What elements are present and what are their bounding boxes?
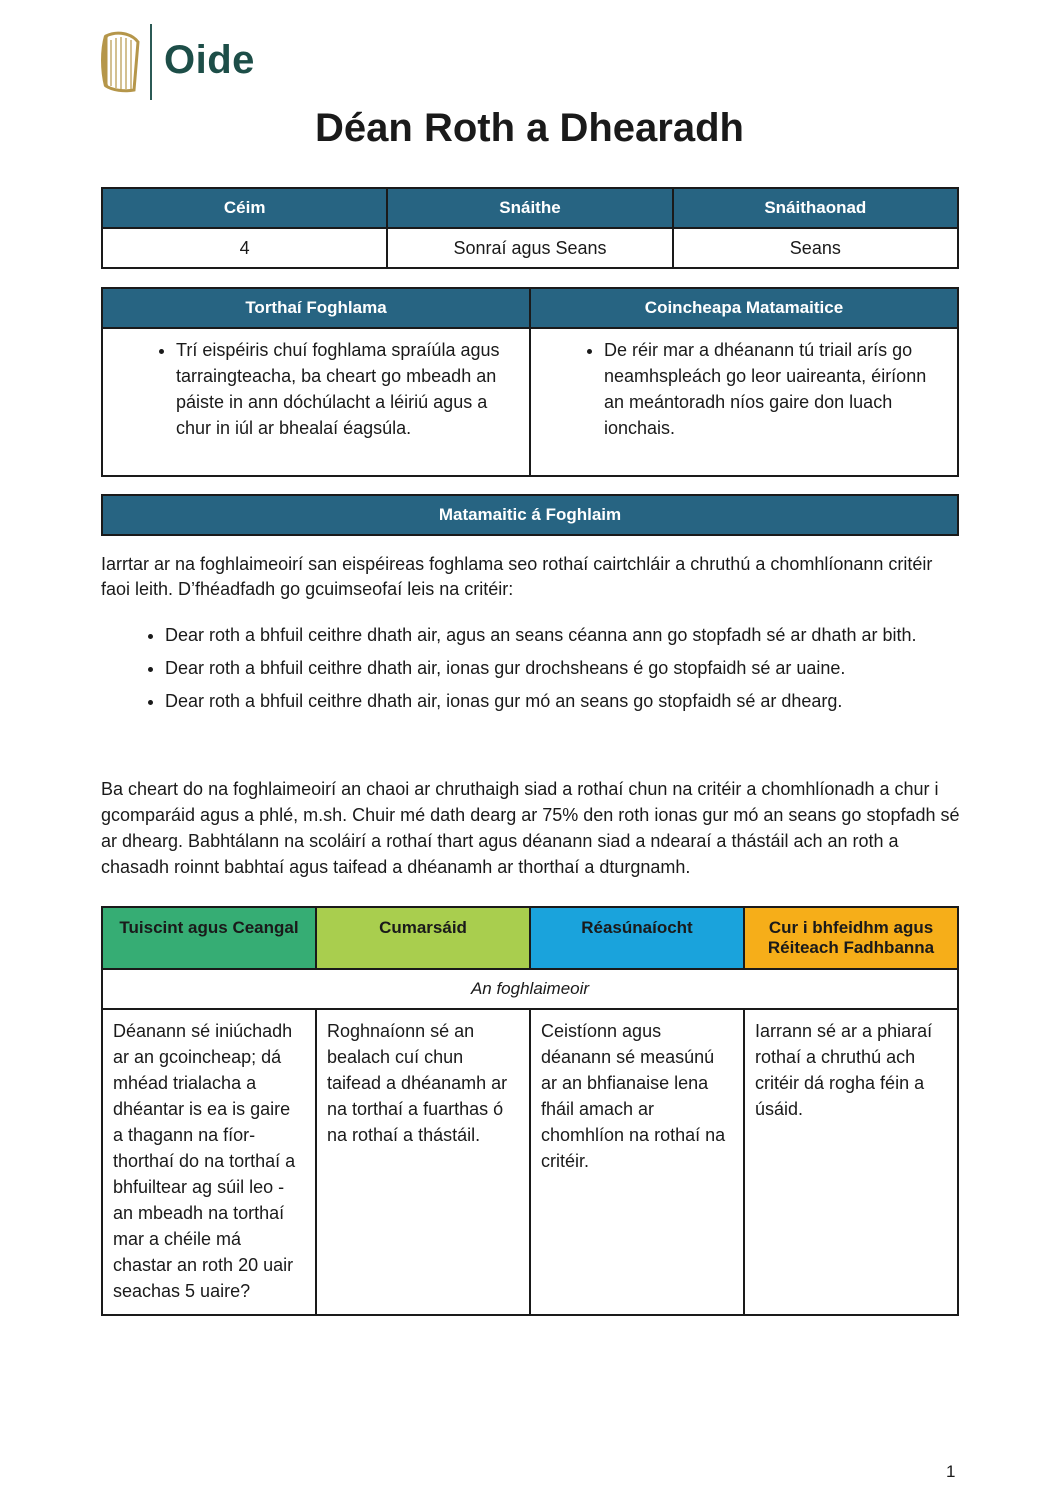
skill-header-understanding: Tuiscint agus Ceangal xyxy=(102,907,316,969)
skill-cell-understanding: Déanann sé iniúchadh ar an gcoincheap; dá mhéad trialacha a dhéantar is ea is gaire a thagann na fíor-thorthaí do na torthaí a bhfuiltear ag súil leo - an mbeadh na torthaí mar a chéile má chastar an roth 20 uair seachas 5 uaire? xyxy=(102,1009,316,1315)
outcomes-table xyxy=(101,287,959,477)
discussion-paragraph: Ba cheart do na foghlaimeoirí an chaoi ar chruthaigh siad a rothaí chun na critéir a chomhlíonadh a chur i gcomparáid agus a phlé, m.sh. Chuir mé dath dearg ar 75% den roth ionas gur mó an seans go stopfadh sé ar dhearg. Babhtálann na scoláirí a rothaí thart agus déanann siad a ndearaí a thástáil ach an roth a chasadh roinnt babhtaí agus taifead a dhéanamh ar thorthaí a dturgnamh. xyxy=(101,779,960,877)
info-header-snaithe: Snáithe xyxy=(387,188,672,228)
skill-cell-application: Iarrann sé ar a phiaraí rothaí a chruthú ach critéir dá rogha féin a úsáid. xyxy=(744,1009,958,1315)
intro-paragraph: Iarrtar ar na foghlaimeoirí san eispéireas foghlama seo rothaí cairtchláir a chruthú a chomhlíonann critéir faoi leith. D’fhéadfadh go gcuimseofaí leis na critéir: xyxy=(101,554,933,599)
skills-table xyxy=(101,906,959,1316)
math-concept-item: • De réir mar a dhéanann tú triail arís go neamhspleách go leor uaireanta, éiríonn an meántoradh níos gaire don luach ionchais. xyxy=(604,337,941,441)
harp-icon xyxy=(98,30,142,96)
info-value-snaithaonad: Seans xyxy=(673,228,958,268)
skill-header-application: Cur i bhfeidhm agus Réiteach Fadhbanna xyxy=(744,907,958,969)
skill-cell-reasoning: Ceistíonn agus déanann sé measúnú ar an bhfianaise lena fháil amach ar chomhlíon na rothaí na critéir. xyxy=(530,1009,744,1315)
info-header-ceim: Céim xyxy=(102,188,387,228)
skill-header-communication: Cumarsáid xyxy=(316,907,530,969)
logo-text: Oide xyxy=(164,38,255,82)
math-concept-cell xyxy=(530,328,958,476)
criteria-list xyxy=(101,619,1025,718)
criteria-item: • Dear roth a bhfuil ceithre dhath air, ionas gur mó an seans go stopfaidh sé ar dhearg. xyxy=(165,685,1025,718)
skill-header-reasoning: Réasúnaíocht xyxy=(530,907,744,969)
learner-label: An foghlaimeoir xyxy=(102,969,958,1009)
criteria-item: • Dear roth a bhfuil ceithre dhath air, ionas gur drochsheans é go stopfaidh sé ar uaine. xyxy=(165,652,1025,685)
outcomes-header-learning: Torthaí Foghlama xyxy=(102,288,530,328)
section-heading: Matamaitic á Foghlaim xyxy=(102,495,958,535)
page-number: 1 xyxy=(946,1462,956,1481)
page-title: Déan Roth a Dhearadh xyxy=(315,106,744,150)
info-header-snaithaonad: Snáithaonad xyxy=(673,188,958,228)
learning-outcome-item: • Trí eispéiris chuí foghlama spraíúla agus tarraingteacha, ba cheart go mbeadh an páiste in ann dóchúlacht a léiriú agus a chur in iúl ar bhealaí éagsúla. xyxy=(176,337,513,441)
skill-cell-communication: Roghnaíonn sé an bealach cuí chun taifead a dhéanamh ar na torthaí a fuarthas ó na rothaí a thástáil. xyxy=(316,1009,530,1315)
outcomes-header-concepts: Coincheapa Matamaitice xyxy=(530,288,958,328)
criteria-item: • Dear roth a bhfuil ceithre dhath air, agus an seans céanna ann go stopfadh sé ar dhath ar bith. xyxy=(165,619,1025,652)
info-table xyxy=(101,187,959,269)
info-value-ceim: 4 xyxy=(102,228,387,268)
learning-outcome-cell xyxy=(102,328,530,476)
info-value-snaithe: Sonraí agus Seans xyxy=(387,228,672,268)
logo-divider xyxy=(150,24,152,100)
section-heading-bar xyxy=(101,494,959,536)
